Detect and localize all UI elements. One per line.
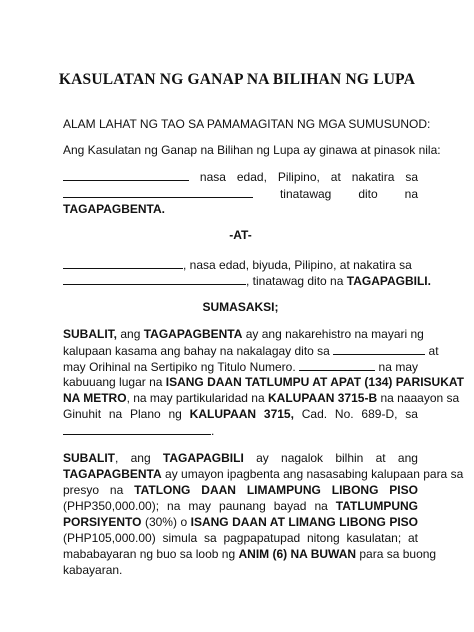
para1-line-7: . [63, 423, 418, 439]
seller-address-blank [63, 186, 253, 198]
para1-line-2: kalupaan kasama ang bahay na nakalagay dito sa at [63, 344, 439, 358]
seller-line-2: tinatawag dito na [63, 186, 418, 202]
witness-heading: SUMASAKSI; [202, 300, 279, 314]
seller-label: TAGAPAGBENTA. [63, 202, 165, 216]
para1-line-1: SUBALIT, ang TAGAPAGBENTA ay ang nakarehistro na mayari ng [63, 327, 424, 341]
region-blank [63, 423, 211, 435]
para2-line-8: kabayaran. [63, 563, 123, 577]
para2-line-6: (PHP105,000.00) simula sa pagpapatupad nitong kasulatan; at [63, 531, 418, 545]
seller-line-1: nasa edad, Pilipino, at nakatira sa [63, 169, 418, 185]
para1-line-3: may Orihinal na Sertipiko ng Titulo Numero. na may [63, 360, 418, 374]
buyer-address-blank [63, 273, 246, 285]
buyer-name-blank [63, 257, 183, 269]
para1-line-6: Ginuhit na Plano ng KALUPAAN 3715, Cad. No. 689-D, sa [63, 407, 418, 421]
para2-line-3: presyo na TATLONG DAAN LIMAMPUNG LIBONG PISO [63, 483, 418, 497]
para2-line-1: SUBALIT, ang TAGAPAGBILI ay nagalok bilhin at ang [63, 451, 418, 465]
location-blank [333, 343, 425, 355]
buyer-line-1: , nasa edad, biyuda, Pilipino, at nakatira sa [63, 257, 418, 273]
document-title: KASULATAN NG GANAP NA BILIHAN NG LUPA [58, 71, 416, 88]
intro-line: ALAM LAHAT NG TAO SA PAMAMAGITAN NG MGA SUMUSUNOD: [63, 117, 431, 131]
para2-line-7: mababayaran ng buo sa loob ng ANIM (6) NA BUWAN para sa buong [63, 547, 437, 561]
para2-line-2: TAGAPAGBENTA ay umayon ipagbenta ang nasasabing kalupaan para sa [63, 467, 464, 481]
para2-line-4: (PHP350,000.00); na may paunang bayad na TATLUMPUNG [63, 499, 418, 513]
seller-name-blank [63, 169, 189, 181]
buyer-line-2: , tinatawag dito na TAGAPAGBILI. [63, 273, 418, 289]
title-number-blank [299, 359, 375, 371]
para1-line-4: kabuuang lugar na ISANG DAAN TATLUMPU AT APAT (134) PARISUKAT [63, 375, 464, 389]
lead-line: Ang Kasulatan ng Ganap na Bilihan ng Lupa ay ginawa at pinasok nila: [63, 143, 441, 157]
para2-line-5: PORSIYENTO (30%) o ISANG DAAN AT LIMANG LIBONG PISO [63, 515, 418, 529]
divider-at: -AT- [229, 228, 252, 242]
para1-line-5: NA METRO, na may partikularidad na KALUPAAN 3715-B na naaayon sa [63, 391, 460, 405]
